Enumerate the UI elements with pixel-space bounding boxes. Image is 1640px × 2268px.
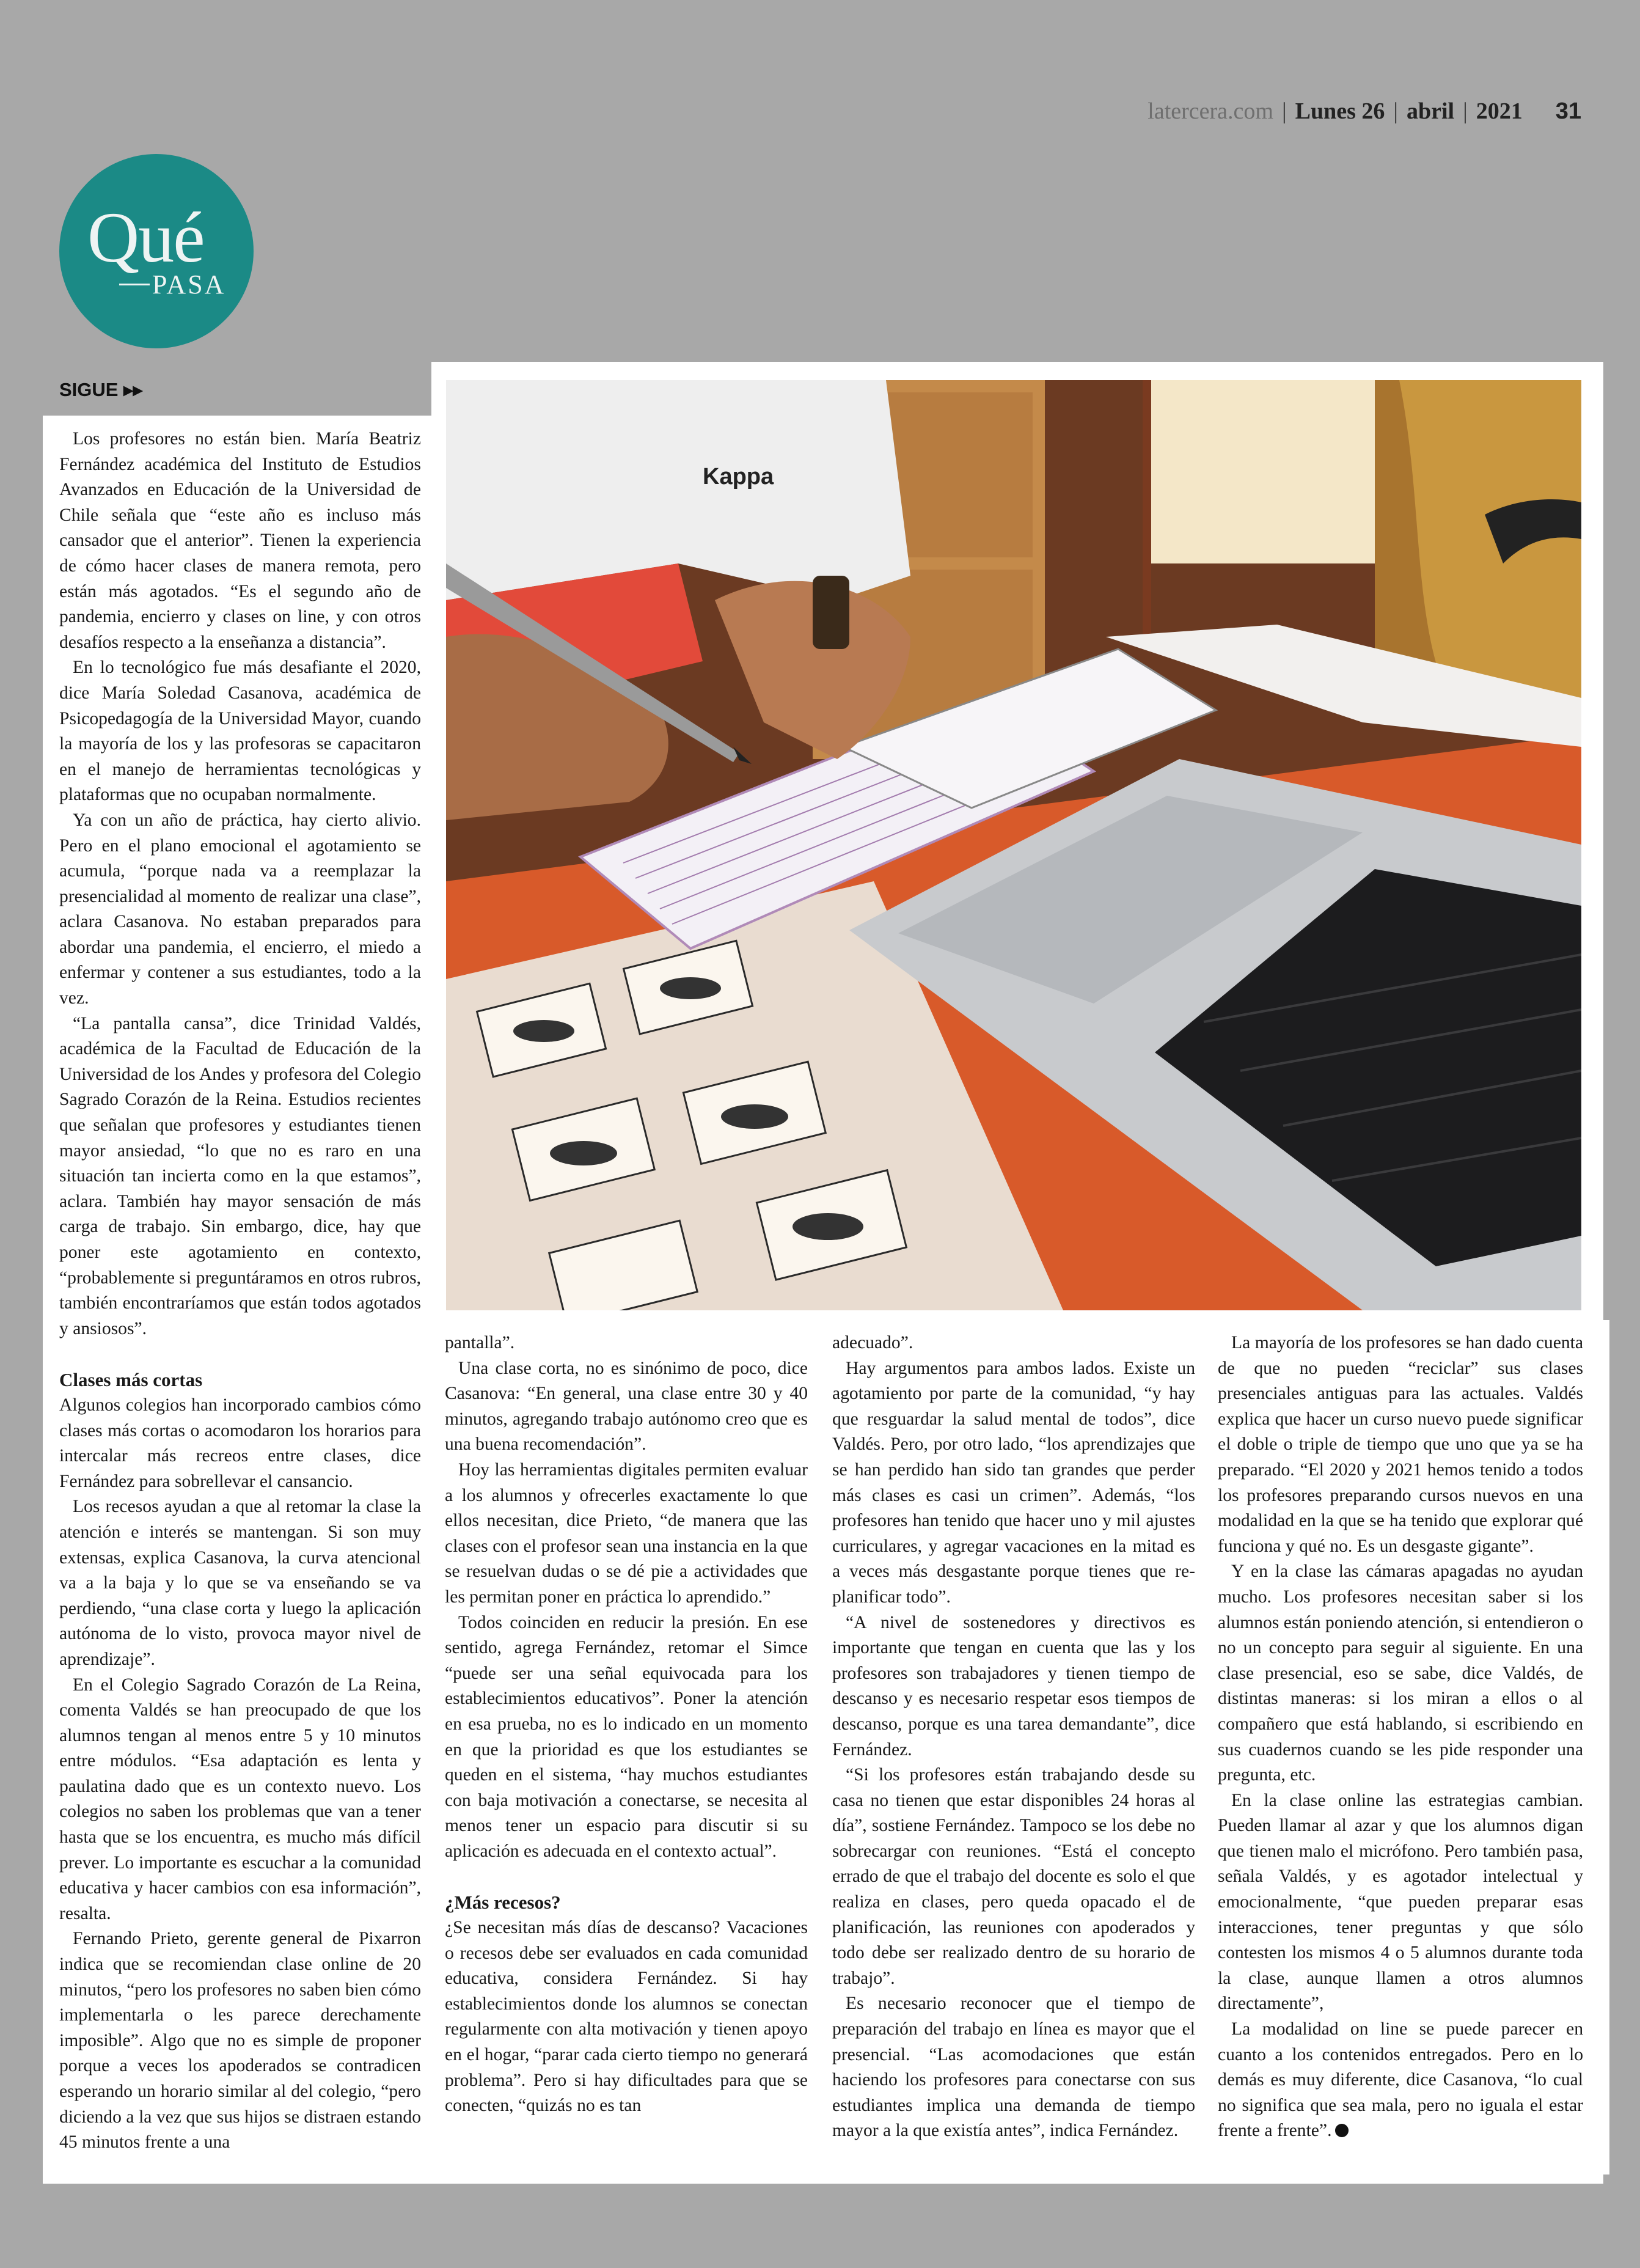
shirt-logo: Kappa bbox=[703, 464, 774, 490]
paragraph: “Si los profesores están trabajando desde su casa no tienen que estar disponibles 24 horas al día”, sostiene Fernández. Tampoco se los debe no sobrecargar con reuniones. “Está el concepto errado de que el trabajo del docente es solo el que realiza en clases, pero queda opacado el de planificación, las reuniones con apoderados y todo debe ser realizado dentro de su horario de trabajo”. bbox=[832, 1765, 1195, 1988]
subheading-more-breaks: ¿Más recesos? bbox=[445, 1892, 561, 1914]
separator: | bbox=[1463, 98, 1468, 124]
paragraph: Los profesores no están bien. María Beatriz Fernández académica del Instituto de Estudios Avanzados en Educación de la Universidad de Chile señala que “este año es incluso más cansador que el anterior”. Tienen la experiencia de cómo hacer clases de manera remota, pero están más agotados. “Es el segundo año de pandemia, encierro y clases on line, y con otros desafíos respecto a la enseñanza a distancia”. bbox=[59, 429, 421, 652]
article-column-3 bbox=[832, 1330, 1195, 2144]
separator: | bbox=[1393, 98, 1398, 124]
paragraph: “A nivel de sostenedores y directivos es importante que tengan en cuenta que las y los profesores son trabajadores y tienen tiempo de descanso y es necesario respetar esos tiempos de descanso, porque es una tarea demandante”, dice Fernández. bbox=[832, 1612, 1195, 1760]
final-text: La modalidad on line se puede parecer en cuanto a los contenidos entregados. Pero en lo demás es muy diferente, dice Casanova, “lo cual no significa que sea mala, pero no iguala el estar frente a frente”. bbox=[1218, 2019, 1583, 2141]
paragraph: Algunos colegios han incorporado cambios cómo clases más cortas o acomodaron los horarios para intercalar más recreos entre clases, dice Fernández para sobrellevar el cansancio. bbox=[59, 1395, 421, 1491]
photo-illustration bbox=[446, 380, 1581, 1310]
paragraph: En el Colegio Sagrado Corazón de La Reina, comenta Valdés se han preocupado de que los alumnos tengan al menos entre 5 y 10 minutos entre módulos. “Esa adaptación es lenta y paulatina dado que es un contexto nuevo. Los colegios no saben los problemas que van a tener hasta que se los encuentra, es mucho más difícil prever. Lo importante es escuchar a la comunidad educativa y hacer cambios con esa información”, resalta. bbox=[59, 1675, 421, 1923]
header-month: abril bbox=[1406, 98, 1455, 124]
header-year: 2021 bbox=[1476, 98, 1523, 124]
paragraph: Ya con un año de práctica, hay cierto alivio. Pero en el plano emocional el agotamiento se acumula, “porque nada va a reemplazar la presencialidad al momento de realizar una clase”, aclara Casanova. No estaban preparados para abordar una pandemia, el encierro, el miedo a enfermar y contener a sus estudiantes, todo a la vez. bbox=[59, 810, 421, 1008]
header-day: Lunes 26 bbox=[1295, 98, 1385, 124]
paragraph-continued: pantalla”. bbox=[445, 1333, 515, 1352]
que-pasa-logo bbox=[59, 154, 254, 348]
logo-word-pasa: PASA bbox=[152, 270, 226, 299]
paragraph: Hay argumentos para ambos lados. Existe un agotamiento por parte de la comunidad, “y hay que resguardar la salud mental de todos”, dice Valdés. Pero, por otro lado, “los aprendizajes que se han perdido han sido tan grandes que perder más clases es casi un crimen”. Además, “los profesores han tenido que hacer uno y mil ajustes curriculares, y agregar vacaciones en la mitad es a veces más desgastante porque tienes que re-planificar todo”. bbox=[832, 1358, 1195, 1607]
paragraph: En la clase online las estrategias cambian. Pueden llamar al azar y que los alumnos digan que tienen malo el micrófono. Pero también pasa, señala Valdés, y es agotador intelectual y emocionalmente, “que pueden preparar esas interacciones, tener preguntas y que sólo contesten los mismos 4 o 5 alumnos durante toda la clase, aunque llamen a otros alumnos directamente”, bbox=[1218, 1790, 1583, 2014]
site-name: latercera.com bbox=[1148, 98, 1273, 124]
logo-word-que: Qué bbox=[87, 197, 204, 277]
page-number: 31 bbox=[1555, 98, 1581, 124]
paragraph: “La pantalla cansa”, dice Trinidad Valdés, académica de la Facultad de Educación de la Universidad de los Andes y profesora del Colegio Sagrado Corazón de la Reina. Estudios recientes que señalan que profesores y estudiantes tienen mayor ansiedad, “lo que no es raro en una situación tan incierta como en la que estamos”, aclara. También hay mayor sensación de más carga de trabajo. Sin embargo, dice, hay que poner este agotamiento en contexto, “probablemente si preguntáramos en otros rubros, también encontraríamos que están todos agotados y ansiosos”. bbox=[59, 1013, 421, 1338]
paragraph: Una clase corta, no es sinónimo de poco, dice Casanova: “En general, una clase entre 30 y 40 minutos, agregando trabajo autónomo creo que es una buena recomendación”. bbox=[445, 1358, 808, 1455]
logo-dash bbox=[119, 284, 150, 285]
article-photo bbox=[446, 380, 1581, 1310]
paragraph: Fernando Prieto, gerente general de Pixarron indica que se recomiendan clase online de 20 minutos, “pero los profesores no saben bien cómo implementarla o les parece derechamente imposible”. Algo que no es simple de proponer porque a veces los apoderados se contradicen esperando un horario similar al del colegio, “pero diciendo a la vez que sus hijos se distraen estando 45 minutos frente a una bbox=[59, 1929, 421, 2152]
article-column-1 bbox=[59, 427, 421, 2156]
separator: | bbox=[1281, 98, 1287, 124]
window bbox=[1149, 380, 1381, 563]
paragraph: Es necesario reconocer que el tiempo de preparación del trabajo en línea es mayor que el presencial. “Las acomodaciones que están haciendo los profesores para conectarse con sus estudiantes implica una demanda de tiempo mayor a la que existía antes”, indica Fernández. bbox=[832, 1994, 1195, 2141]
page-header bbox=[1148, 98, 1581, 125]
paragraph: Los recesos ayudan a que al retomar la clase la atención e interés se mantengan. Si son muy extensas, explica Casanova, la curva atencional va a la baja y lo que se va enseñando se va perdiendo, “una clase corta y luego la aplicación autónoma de lo visto, provoca mayor nivel de aprendizaje”. bbox=[59, 1497, 421, 1669]
end-of-article-dot bbox=[1335, 2124, 1349, 2137]
paragraph-final bbox=[1218, 2017, 1583, 2144]
paragraph: ¿Se necesitan más días de descanso? Vacaciones o recesos debe ser evaluados en cada comunidad educativa, considera Fernández. Si hay establecimientos donde los alumnos se conectan regularmente con alta motivación y tienen apoyo en el hogar, “parar cada cierto tiempo no generará problema”. Pero si hay dificultades para que se conecten, “quizás no es tan bbox=[445, 1918, 808, 2116]
article-column-4 bbox=[1218, 1330, 1583, 2144]
article-column-2 bbox=[445, 1330, 808, 2119]
paragraph: Todos coinciden en reducir la presión. En ese sentido, agrega Fernández, retomar el Simce “puede ser una señal equivocada para los establecimientos educativos”. Poner la atención en esa prueba, no es lo indicado en un momento en que la prioridad es que los estudiantes se queden en el sistema, “hay muchos estudiantes con baja motivación a conectarse, se necesita al menos tener un espacio para discutir si su aplicación es adecuada en el contexto actual”. bbox=[445, 1612, 808, 1861]
subheading-short-classes: Clases más cortas bbox=[59, 1369, 203, 1391]
paragraph: En lo tecnológico fue más desafiante el 2020, dice María Soledad Casanova, académica de Psicopedagogía de la Universidad Mayor, cuando la mayoría de los y las profesoras se capacitaron en el manejo de herramientas tecnológicas y plataformas que no ocupaban normalmente. bbox=[59, 658, 421, 805]
paragraph: Y en la clase las cámaras apagadas no ayudan mucho. Los profesores necesitan saber si los alumnos están poniendo atención, si entendieron o no un concepto para seguir al siguiente. En una clase presencial, eso se sabe, dice Valdés, de distintas maneras: si los miran a ellos o al compañero que está hablando, si escribiendo en sus cuadernos cuando se les pide responder una pregunta, etc. bbox=[1218, 1562, 1583, 1785]
continues-label: SIGUE ▸▸ bbox=[59, 379, 143, 400]
paragraph: Hoy las herramientas digitales permiten evaluar a los alumnos y ofrecerles exactamente lo que ellos necesitan, dice Prieto, “de manera que las clases con el profesor sean una instancia en la que se resuelvan dudas o se dé pie a actividades que les permitan poner en práctica lo aprendido.” bbox=[445, 1459, 808, 1607]
paragraph: La mayoría de los profesores se han dado cuenta de que no pueden “reciclar” sus clases presenciales antiguas para las actuales. Valdés explica que hacer un curso nuevo puede significar el doble o triple de tiempo que uno que ya se ha preparado. “El 2020 y 2021 hemos tenido a todos los profesores preparando cursos nuevos en una modalidad en la que se ha tenido que explorar qué funciona y qué no. Es un desgaste gigante”. bbox=[1218, 1333, 1583, 1556]
paragraph-continued: adecuado”. bbox=[832, 1333, 913, 1352]
